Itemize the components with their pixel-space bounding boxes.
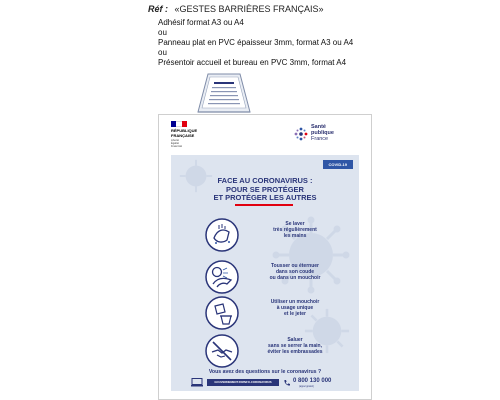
gesture-no-handshake xyxy=(171,331,359,371)
sp-line-1: Santé xyxy=(311,124,326,130)
headline-underline xyxy=(235,204,293,206)
questions-prompt: Vous avez des questions sur le coronavirus ? xyxy=(208,369,322,375)
gesture-3-line-1: Utiliser un mouchoir xyxy=(270,299,320,305)
no-handshake-icon xyxy=(205,334,239,368)
gesture-3-line-3: et le jeter xyxy=(284,311,306,317)
sp-line-2: publique xyxy=(311,130,334,136)
gesture-tissue-text xyxy=(251,299,339,317)
sneeze-elbow-icon xyxy=(205,260,239,294)
gesture-1-line-1: Se laver xyxy=(285,221,305,227)
gesture-tissue xyxy=(171,293,359,333)
gesture-1-line-2: très régulièrement xyxy=(273,227,317,233)
format-or-1: ou xyxy=(158,28,167,37)
reference-label: Réf : xyxy=(148,4,168,14)
headline-line-1: FACE AU CORONAVIRUS : xyxy=(217,176,313,185)
sante-publique-logo xyxy=(293,124,363,148)
gesture-wash-hands-text xyxy=(251,221,339,239)
format-or-2: ou xyxy=(158,48,167,57)
headline-line-2: POUR SE PROTÉGER xyxy=(226,184,304,194)
tissue-bin-icon xyxy=(205,296,239,330)
hotline-note: (appel gratuit) xyxy=(299,384,314,388)
format-option-adhesive: Adhésif format A3 ou A4 xyxy=(158,18,244,27)
rf-motto-3: Fraternité xyxy=(171,145,183,148)
hand-washing-icon xyxy=(205,218,239,252)
hotline-number: 0 800 130 000 xyxy=(293,378,332,384)
gesture-4-line-1: Saluer xyxy=(287,337,303,343)
rf-motto-1: Liberté xyxy=(171,139,179,142)
gesture-wash-hands xyxy=(171,215,359,255)
gesture-cough-elbow-text xyxy=(251,263,339,281)
poster-header xyxy=(159,115,371,153)
poster-headline xyxy=(171,177,359,203)
reference-line xyxy=(148,4,324,14)
covid-poster xyxy=(158,114,372,400)
poster-footer xyxy=(189,378,349,388)
rf-name-line-1: RÉPUBLIQUE xyxy=(171,128,198,133)
gesture-1-line-3: les mains xyxy=(283,233,307,239)
gesture-no-handshake-text xyxy=(251,337,339,355)
headline-line-3: ET PROTÉGER LES AUTRES xyxy=(213,193,317,202)
gesture-4-line-2: sans se serrer la main, xyxy=(268,343,322,349)
french-flag-icon xyxy=(171,121,187,127)
rf-motto-2: Égalité xyxy=(171,142,179,145)
format-option-panel: Panneau plat en PVC épaisseur 3mm, format A3 ou A4 xyxy=(158,38,354,47)
rf-name-line-2: FRANÇAISE xyxy=(171,132,195,138)
format-options xyxy=(158,18,353,68)
gesture-4-line-3: éviter les embrassades xyxy=(267,349,323,355)
gouv-info-url: GOUVERNEMENT.FR/INFO-CORONAVIRUS xyxy=(207,379,279,386)
computer-icon xyxy=(191,378,203,387)
desk-stand-illustration xyxy=(194,70,254,115)
sante-publique-mark-icon xyxy=(293,126,309,142)
gesture-3-line-2: à usage unique xyxy=(276,305,314,311)
gesture-2-line-1: Tousser ou éternuer xyxy=(271,263,319,269)
poster-body xyxy=(171,155,359,391)
phone-icon xyxy=(283,379,291,387)
format-option-display-stand: Présentoir accueil et bureau en PVC 3mm, format A4 xyxy=(158,58,347,67)
reference-value: «GESTES BARRIÈRES FRANÇAIS» xyxy=(174,4,324,14)
sp-line-3: France xyxy=(311,136,329,142)
covid-badge: COVID-19 xyxy=(323,160,353,169)
gesture-2-line-2: dans son coude xyxy=(275,269,315,275)
gesture-2-line-3: ou dans un mouchoir xyxy=(269,275,321,281)
republique-francaise-logo xyxy=(171,121,211,149)
gesture-cough-elbow xyxy=(171,257,359,297)
